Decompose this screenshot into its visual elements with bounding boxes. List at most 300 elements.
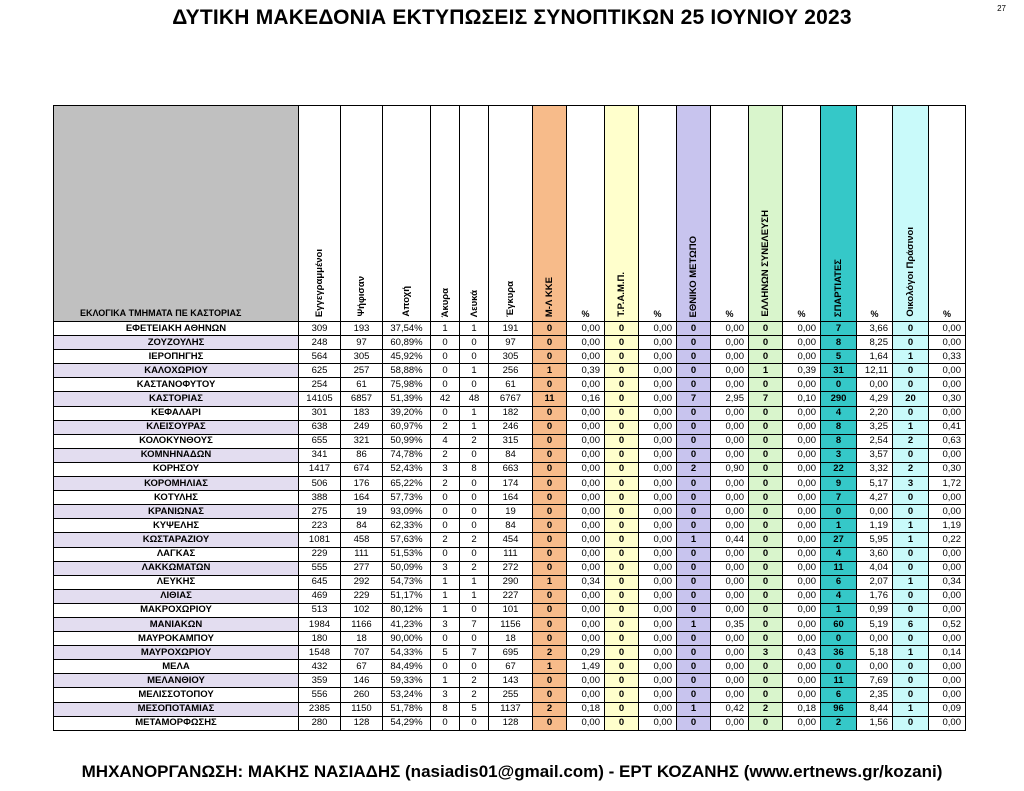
cell-tramp-pct: 0,00	[639, 322, 677, 336]
cell-tramp-pct: 0,00	[639, 378, 677, 392]
cell-tramp: 0	[605, 660, 639, 674]
cell-oikologoi-pct: 0,00	[929, 603, 966, 617]
cell-eggegrammenoi: 469	[299, 589, 341, 603]
cell-spartiates-pct: 2,07	[857, 575, 893, 589]
cell-spartiates-pct: 5,17	[857, 477, 893, 491]
cell-name: ΚΟΡΟΜΗΛΙΑΣ	[54, 477, 299, 491]
cell-kke: 0	[533, 561, 567, 575]
cell-kke-pct: 1,49	[567, 660, 605, 674]
cell-ellinon: 0	[749, 462, 783, 476]
cell-ellinon: 0	[749, 406, 783, 420]
cell-spartiates: 6	[821, 688, 857, 702]
cell-psifisan: 111	[341, 547, 383, 561]
cell-lefka: 7	[460, 646, 489, 660]
header-lefka: Λευκά	[460, 106, 489, 322]
cell-ellinon-pct: 0,10	[783, 392, 821, 406]
cell-egkyra: 695	[489, 646, 533, 660]
table-row	[54, 603, 966, 617]
cell-akyra: 2	[431, 420, 460, 434]
cell-lefka: 0	[460, 448, 489, 462]
cell-kke-pct: 0,00	[567, 674, 605, 688]
cell-spartiates: 4	[821, 406, 857, 420]
cell-kke: 2	[533, 646, 567, 660]
cell-tramp: 0	[605, 392, 639, 406]
cell-apoxi: 39,20%	[383, 406, 431, 420]
cell-oikologoi-pct: 0,30	[929, 392, 966, 406]
cell-lefka: 5	[460, 702, 489, 716]
cell-tramp-pct: 0,00	[639, 434, 677, 448]
cell-spartiates: 8	[821, 336, 857, 350]
table-row	[54, 420, 966, 434]
cell-oikologoi-pct: 0,63	[929, 434, 966, 448]
cell-apoxi: 60,89%	[383, 336, 431, 350]
cell-spartiates-pct: 2,20	[857, 406, 893, 420]
cell-lefka: 1	[460, 589, 489, 603]
cell-ellinon: 0	[749, 632, 783, 646]
cell-psifisan: 249	[341, 420, 383, 434]
cell-akyra: 0	[431, 716, 460, 730]
header-psifisan: Ψήφισαν	[341, 106, 383, 322]
cell-eggegrammenoi: 254	[299, 378, 341, 392]
cell-tramp: 0	[605, 420, 639, 434]
cell-oikologoi-pct: 0,52	[929, 617, 966, 631]
cell-psifisan: 128	[341, 716, 383, 730]
cell-psifisan: 19	[341, 505, 383, 519]
cell-ethniko-pct: 0,00	[711, 547, 749, 561]
cell-akyra: 0	[431, 350, 460, 364]
cell-kke: 0	[533, 603, 567, 617]
cell-egkyra: 290	[489, 575, 533, 589]
cell-apoxi: 90,00%	[383, 632, 431, 646]
cell-spartiates: 0	[821, 378, 857, 392]
cell-oikologoi-pct: 0,00	[929, 547, 966, 561]
cell-ethniko-pct: 0,90	[711, 462, 749, 476]
cell-ellinon-pct: 0,00	[783, 533, 821, 547]
header-ethniko: ΕΘΝΙΚΟ ΜΕΤΩΠΟ	[677, 106, 711, 322]
footer-credits: ΜΗΧΑΝΟΡΓΑΝΩΣΗ: ΜΑΚΗΣ ΝΑΣΙΑΔΗΣ (nasiadis01@gmail.com) - ΕΡΤ ΚΟΖΑΝΗΣ (www.ertnews.gr/kozani)	[81, 762, 943, 781]
cell-kke-pct: 0,00	[567, 688, 605, 702]
cell-spartiates: 4	[821, 589, 857, 603]
cell-kke: 0	[533, 617, 567, 631]
header-oikologoi: Οικολόγοι Πράσινοι	[893, 106, 929, 322]
cell-name: ΚΟΤΥΛΗΣ	[54, 491, 299, 505]
header-ellinon-pct: %	[783, 106, 821, 322]
cell-ethniko-pct: 0,00	[711, 674, 749, 688]
cell-eggegrammenoi: 341	[299, 448, 341, 462]
cell-tramp-pct: 0,00	[639, 716, 677, 730]
cell-oikologoi: 0	[893, 505, 929, 519]
cell-kke-pct: 0,34	[567, 575, 605, 589]
cell-oikologoi-pct: 0,41	[929, 420, 966, 434]
cell-egkyra: 128	[489, 716, 533, 730]
cell-spartiates-pct: 1,64	[857, 350, 893, 364]
cell-apoxi: 62,33%	[383, 519, 431, 533]
cell-akyra: 1	[431, 322, 460, 336]
cell-kke-pct: 0,00	[567, 632, 605, 646]
cell-tramp: 0	[605, 462, 639, 476]
cell-name: ΜΑΥΡΟΧΩΡΙΟΥ	[54, 646, 299, 660]
header-spartiates: ΣΠΑΡΤΙΑΤΕΣ	[821, 106, 857, 322]
cell-akyra: 3	[431, 617, 460, 631]
cell-psifisan: 102	[341, 603, 383, 617]
cell-oikologoi: 1	[893, 519, 929, 533]
cell-psifisan: 707	[341, 646, 383, 660]
cell-name: ΖΟΥΖΟΥΛΗΣ	[54, 336, 299, 350]
cell-egkyra: 97	[489, 336, 533, 350]
cell-ellinon: 0	[749, 716, 783, 730]
cell-spartiates: 5	[821, 350, 857, 364]
cell-eggegrammenoi: 506	[299, 477, 341, 491]
cell-spartiates-pct: 5,19	[857, 617, 893, 631]
cell-ethniko-pct: 0,00	[711, 716, 749, 730]
cell-ethniko: 0	[677, 491, 711, 505]
cell-oikologoi-pct: 0,00	[929, 660, 966, 674]
header-oikologoi-pct: %	[929, 106, 966, 322]
cell-oikologoi: 6	[893, 617, 929, 631]
cell-apoxi: 52,43%	[383, 462, 431, 476]
cell-oikologoi-pct: 0,00	[929, 589, 966, 603]
cell-ethniko: 0	[677, 674, 711, 688]
cell-spartiates-pct: 8,44	[857, 702, 893, 716]
cell-kke-pct: 0,00	[567, 420, 605, 434]
cell-eggegrammenoi: 655	[299, 434, 341, 448]
cell-spartiates: 6	[821, 575, 857, 589]
table-row	[54, 378, 966, 392]
cell-eggegrammenoi: 223	[299, 519, 341, 533]
cell-ellinon-pct: 0,00	[783, 603, 821, 617]
cell-oikologoi: 3	[893, 477, 929, 491]
cell-kke-pct: 0,00	[567, 406, 605, 420]
cell-ethniko: 0	[677, 603, 711, 617]
cell-apoxi: 37,54%	[383, 322, 431, 336]
cell-ellinon-pct: 0,00	[783, 462, 821, 476]
cell-kke-pct: 0,00	[567, 533, 605, 547]
cell-spartiates-pct: 1,56	[857, 716, 893, 730]
cell-kke: 1	[533, 660, 567, 674]
cell-psifisan: 176	[341, 477, 383, 491]
cell-ethniko-pct: 0,00	[711, 378, 749, 392]
header-kke-pct: %	[567, 106, 605, 322]
cell-akyra: 1	[431, 589, 460, 603]
cell-eggegrammenoi: 275	[299, 505, 341, 519]
cell-lefka: 0	[460, 350, 489, 364]
cell-eggegrammenoi: 301	[299, 406, 341, 420]
cell-kke-pct: 0,00	[567, 448, 605, 462]
cell-tramp-pct: 0,00	[639, 505, 677, 519]
cell-lefka: 2	[460, 674, 489, 688]
cell-spartiates-pct: 3,32	[857, 462, 893, 476]
cell-ethniko: 0	[677, 350, 711, 364]
cell-lefka: 0	[460, 547, 489, 561]
cell-psifisan: 305	[341, 350, 383, 364]
cell-apoxi: 54,29%	[383, 716, 431, 730]
cell-lefka: 0	[460, 603, 489, 617]
cell-tramp-pct: 0,00	[639, 420, 677, 434]
cell-eggegrammenoi: 555	[299, 561, 341, 575]
cell-ellinon: 0	[749, 448, 783, 462]
cell-spartiates: 7	[821, 491, 857, 505]
cell-lefka: 8	[460, 462, 489, 476]
cell-name: ΚΑΛΟΧΩΡΙΟΥ	[54, 364, 299, 378]
cell-akyra: 0	[431, 505, 460, 519]
cell-name: ΚΟΜΝΗΝΑΔΩΝ	[54, 448, 299, 462]
cell-ethniko-pct: 0,00	[711, 646, 749, 660]
cell-tramp-pct: 0,00	[639, 448, 677, 462]
cell-lefka: 1	[460, 322, 489, 336]
cell-akyra: 0	[431, 632, 460, 646]
cell-egkyra: 164	[489, 491, 533, 505]
cell-kke-pct: 0,00	[567, 322, 605, 336]
cell-kke-pct: 0,00	[567, 589, 605, 603]
cell-oikologoi: 0	[893, 491, 929, 505]
cell-apoxi: 80,12%	[383, 603, 431, 617]
cell-psifisan: 321	[341, 434, 383, 448]
cell-apoxi: 51,78%	[383, 702, 431, 716]
cell-egkyra: 101	[489, 603, 533, 617]
cell-spartiates: 31	[821, 364, 857, 378]
cell-tramp: 0	[605, 364, 639, 378]
cell-name: ΜΕΤΑΜΟΡΦΩΣΗΣ	[54, 716, 299, 730]
cell-egkyra: 246	[489, 420, 533, 434]
cell-ethniko-pct: 0,00	[711, 406, 749, 420]
cell-ethniko: 0	[677, 477, 711, 491]
cell-ellinon-pct: 0,00	[783, 406, 821, 420]
cell-kke: 0	[533, 491, 567, 505]
cell-kke: 0	[533, 420, 567, 434]
cell-tramp: 0	[605, 674, 639, 688]
cell-spartiates-pct: 4,27	[857, 491, 893, 505]
cell-tramp-pct: 0,00	[639, 660, 677, 674]
cell-spartiates-pct: 2,35	[857, 688, 893, 702]
cell-oikologoi-pct: 0,00	[929, 364, 966, 378]
cell-ethniko: 0	[677, 378, 711, 392]
cell-spartiates-pct: 3,57	[857, 448, 893, 462]
cell-ethniko-pct: 0,00	[711, 350, 749, 364]
cell-ellinon-pct: 0,00	[783, 448, 821, 462]
cell-ethniko: 0	[677, 448, 711, 462]
cell-akyra: 0	[431, 660, 460, 674]
cell-oikologoi: 1	[893, 646, 929, 660]
cell-ellinon-pct: 0,00	[783, 674, 821, 688]
cell-kke: 0	[533, 547, 567, 561]
cell-ellinon: 1	[749, 364, 783, 378]
cell-name: ΛΙΘΙΑΣ	[54, 589, 299, 603]
cell-ethniko: 0	[677, 322, 711, 336]
header-tramp: Τ.Ρ.Α.Μ.Π.	[605, 106, 639, 322]
header-akyra: Άκυρα	[431, 106, 460, 322]
cell-oikologoi-pct: 0,00	[929, 448, 966, 462]
cell-tramp-pct: 0,00	[639, 617, 677, 631]
cell-ethniko: 7	[677, 392, 711, 406]
cell-ellinon: 0	[749, 533, 783, 547]
cell-ellinon-pct: 0,39	[783, 364, 821, 378]
cell-ellinon: 0	[749, 688, 783, 702]
cell-ellinon: 0	[749, 378, 783, 392]
cell-oikologoi: 1	[893, 350, 929, 364]
cell-akyra: 2	[431, 477, 460, 491]
cell-name: ΚΟΡΗΣΟΥ	[54, 462, 299, 476]
cell-akyra: 0	[431, 336, 460, 350]
cell-kke: 0	[533, 350, 567, 364]
cell-lefka: 0	[460, 491, 489, 505]
header-ellinon: ΕΛΛΗΝΩΝ ΣΥΝΕΛΕΥΣΗ	[749, 106, 783, 322]
cell-tramp-pct: 0,00	[639, 632, 677, 646]
cell-tramp: 0	[605, 575, 639, 589]
cell-apoxi: 75,98%	[383, 378, 431, 392]
cell-ethniko: 0	[677, 575, 711, 589]
cell-spartiates-pct: 0,00	[857, 378, 893, 392]
cell-apoxi: 54,73%	[383, 575, 431, 589]
header-row	[54, 106, 966, 322]
cell-spartiates: 4	[821, 547, 857, 561]
cell-ellinon: 0	[749, 674, 783, 688]
cell-egkyra: 84	[489, 519, 533, 533]
table-row	[54, 674, 966, 688]
cell-ethniko: 0	[677, 547, 711, 561]
cell-oikologoi-pct: 0,09	[929, 702, 966, 716]
cell-oikologoi-pct: 0,34	[929, 575, 966, 589]
table-row	[54, 688, 966, 702]
cell-ellinon: 2	[749, 702, 783, 716]
cell-eggegrammenoi: 229	[299, 547, 341, 561]
cell-kke-pct: 0,00	[567, 547, 605, 561]
cell-ellinon: 0	[749, 420, 783, 434]
header-eggegrammenoi: Εγγεγραμμένοι	[299, 106, 341, 322]
cell-psifisan: 193	[341, 322, 383, 336]
header-spartiates-pct: %	[857, 106, 893, 322]
cell-oikologoi: 0	[893, 716, 929, 730]
cell-tramp: 0	[605, 350, 639, 364]
cell-ethniko: 0	[677, 646, 711, 660]
cell-kke-pct: 0,29	[567, 646, 605, 660]
cell-spartiates: 9	[821, 477, 857, 491]
cell-ellinon: 0	[749, 589, 783, 603]
cell-eggegrammenoi: 645	[299, 575, 341, 589]
cell-tramp: 0	[605, 646, 639, 660]
cell-ethniko: 1	[677, 702, 711, 716]
cell-apoxi: 59,33%	[383, 674, 431, 688]
cell-tramp-pct: 0,00	[639, 519, 677, 533]
cell-apoxi: 51,17%	[383, 589, 431, 603]
cell-ellinon-pct: 0,00	[783, 336, 821, 350]
cell-tramp: 0	[605, 561, 639, 575]
cell-kke-pct: 0,16	[567, 392, 605, 406]
cell-kke-pct: 0,00	[567, 617, 605, 631]
cell-apoxi: 93,09%	[383, 505, 431, 519]
cell-tramp-pct: 0,00	[639, 702, 677, 716]
cell-egkyra: 255	[489, 688, 533, 702]
cell-tramp-pct: 0,00	[639, 688, 677, 702]
cell-ethniko: 0	[677, 561, 711, 575]
table-row	[54, 392, 966, 406]
cell-akyra: 0	[431, 547, 460, 561]
cell-tramp: 0	[605, 322, 639, 336]
cell-spartiates-pct: 1,76	[857, 589, 893, 603]
cell-tramp: 0	[605, 434, 639, 448]
cell-apoxi: 50,99%	[383, 434, 431, 448]
table-row	[54, 617, 966, 631]
cell-lefka: 0	[460, 519, 489, 533]
cell-spartiates: 11	[821, 674, 857, 688]
cell-ethniko-pct: 0,00	[711, 561, 749, 575]
cell-lefka: 0	[460, 336, 489, 350]
cell-spartiates: 11	[821, 561, 857, 575]
cell-tramp-pct: 0,00	[639, 491, 677, 505]
cell-kke: 0	[533, 477, 567, 491]
cell-akyra: 1	[431, 674, 460, 688]
cell-ellinon: 0	[749, 477, 783, 491]
cell-apoxi: 51,53%	[383, 547, 431, 561]
cell-eggegrammenoi: 14105	[299, 392, 341, 406]
cell-psifisan: 18	[341, 632, 383, 646]
cell-kke: 0	[533, 716, 567, 730]
cell-ethniko: 0	[677, 660, 711, 674]
cell-tramp-pct: 0,00	[639, 575, 677, 589]
cell-oikologoi: 0	[893, 406, 929, 420]
cell-lefka: 0	[460, 505, 489, 519]
cell-tramp: 0	[605, 533, 639, 547]
cell-kke-pct: 0,00	[567, 462, 605, 476]
cell-lefka: 2	[460, 434, 489, 448]
cell-name: ΜΑΝΙΑΚΩΝ	[54, 617, 299, 631]
cell-spartiates-pct: 12,11	[857, 364, 893, 378]
cell-oikologoi-pct: 0,00	[929, 505, 966, 519]
cell-egkyra: 305	[489, 350, 533, 364]
cell-akyra: 1	[431, 575, 460, 589]
cell-apoxi: 51,39%	[383, 392, 431, 406]
cell-spartiates: 27	[821, 533, 857, 547]
cell-kke-pct: 0,00	[567, 716, 605, 730]
cell-ellinon: 0	[749, 561, 783, 575]
cell-name: ΜΕΣΟΠΟΤΑΜΙΑΣ	[54, 702, 299, 716]
cell-name: ΕΦΕΤΕΙΑΚΗ ΑΘΗΝΩΝ	[54, 322, 299, 336]
cell-ellinon-pct: 0,00	[783, 547, 821, 561]
cell-ellinon: 0	[749, 434, 783, 448]
cell-oikologoi: 0	[893, 674, 929, 688]
table-row	[54, 462, 966, 476]
cell-ellinon-pct: 0,00	[783, 350, 821, 364]
cell-spartiates: 2	[821, 716, 857, 730]
cell-oikologoi: 2	[893, 462, 929, 476]
cell-psifisan: 458	[341, 533, 383, 547]
cell-egkyra: 19	[489, 505, 533, 519]
cell-oikologoi: 0	[893, 660, 929, 674]
cell-kke: 2	[533, 702, 567, 716]
cell-lefka: 7	[460, 617, 489, 631]
cell-name: ΚΛΕΙΣΟΥΡΑΣ	[54, 420, 299, 434]
cell-tramp: 0	[605, 547, 639, 561]
cell-kke: 0	[533, 462, 567, 476]
cell-ethniko-pct: 0,42	[711, 702, 749, 716]
cell-oikologoi: 0	[893, 364, 929, 378]
cell-psifisan: 292	[341, 575, 383, 589]
cell-egkyra: 272	[489, 561, 533, 575]
cell-oikologoi-pct: 0,00	[929, 716, 966, 730]
cell-kke: 0	[533, 378, 567, 392]
cell-ethniko-pct: 0,00	[711, 364, 749, 378]
cell-oikologoi: 20	[893, 392, 929, 406]
table-row	[54, 448, 966, 462]
cell-ellinon: 0	[749, 575, 783, 589]
cell-name: ΚΟΛΟΚΥΝΘΟΥΣ	[54, 434, 299, 448]
cell-tramp-pct: 0,00	[639, 547, 677, 561]
cell-tramp-pct: 0,00	[639, 674, 677, 688]
cell-oikologoi: 1	[893, 420, 929, 434]
cell-ethniko-pct: 0,00	[711, 603, 749, 617]
cell-akyra: 8	[431, 702, 460, 716]
cell-ethniko-pct: 0,00	[711, 519, 749, 533]
cell-eggegrammenoi: 388	[299, 491, 341, 505]
